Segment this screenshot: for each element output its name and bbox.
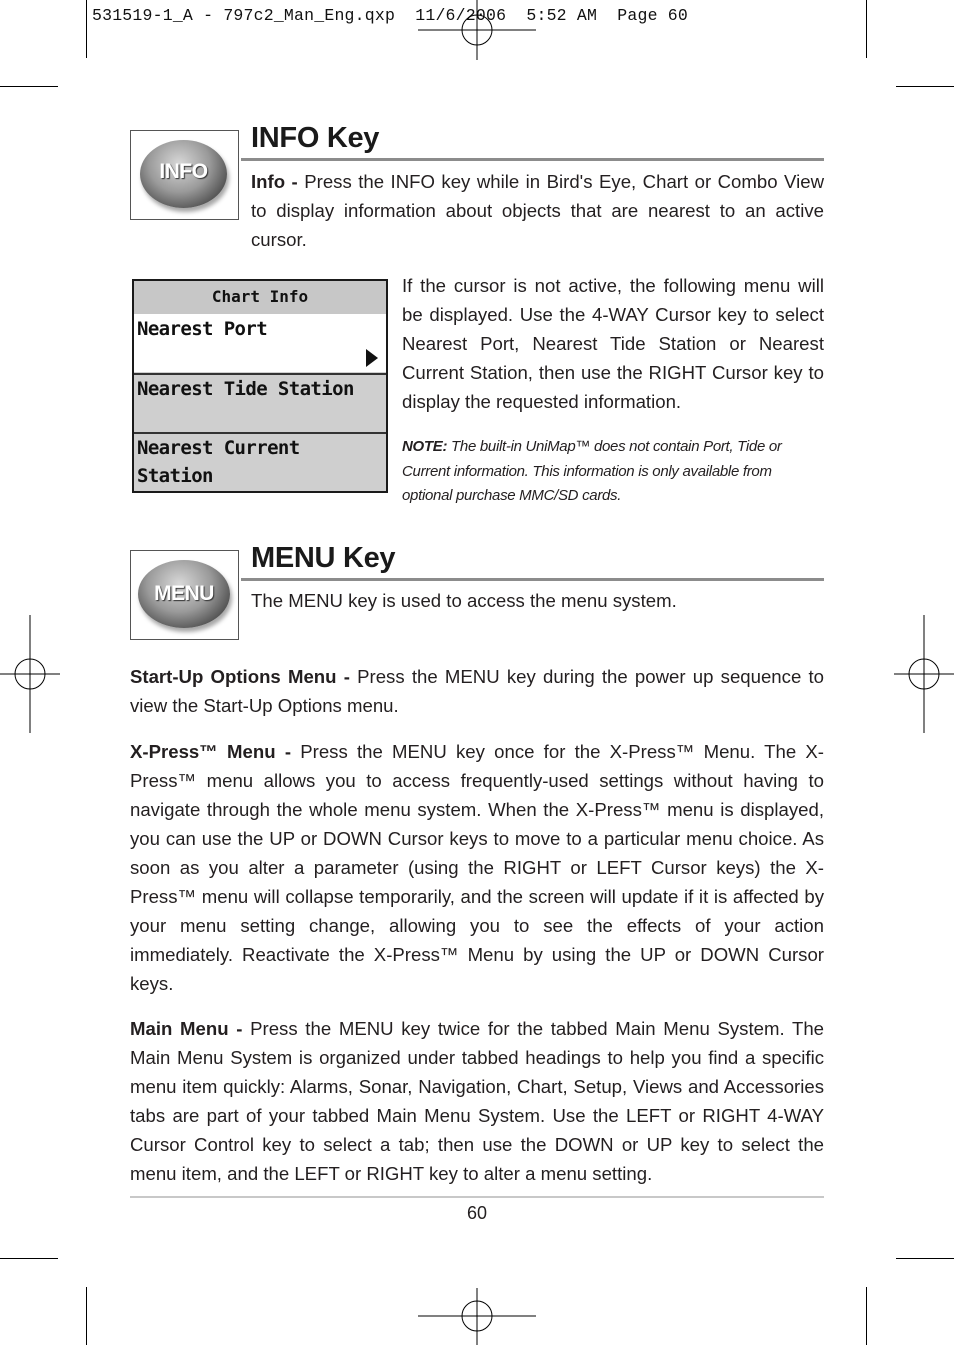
menu-item-nearest-tide-station[interactable] — [134, 375, 386, 432]
chart-info-screen — [132, 279, 388, 493]
footer-rule — [130, 1196, 824, 1198]
registration-mark-right — [894, 615, 954, 733]
chart-info-title: Chart Info — [134, 281, 386, 316]
registration-mark-top — [418, 0, 536, 60]
startup-options-paragraph — [130, 662, 824, 720]
main-menu-text: Press the MENU key twice for the tabbed Main Menu System. The Main Menu System is organized under tabbed headings to help you find a specific menu item quickly: Alarms, Sonar, Navigation, Chart, Setup, Views and Accessories tabs are part of your tabbed Main Menu System. Use the LEFT or RIGHT 4-WAY Cursor Control key to select a tab; then use the DOWN or UP key to select the menu item, and the LEFT or RIGHT key to alter a menu setting. — [130, 1018, 824, 1184]
startup-options-label: Start-Up Options Menu - — [130, 666, 358, 687]
menu-item-nearest-current-station[interactable] — [134, 434, 386, 491]
menu-intro: The MENU key is used to access the menu system. — [251, 590, 677, 611]
startup-options-text: Press the MENU key during the power up sequence to view the Start-Up Options menu. — [130, 666, 824, 716]
xpress-menu-text: Press the MENU key once for the X-Press™ Menu. The X-Press™ menu allows you to access frequently-used settings without having to navigate through the whole menu system. When the X-Press™ menu is displayed, you can use the UP or DOWN Cursor keys to move to a particular menu choice. As soon as you alter a parameter (using the RIGHT or LEFT Cursor keys) the X-Press™ menu will collapse temporarily, and the screen will update if it is affected by your menu setting change, allowing you to see the effects of your action immediately. Reactivate the X-Press™ Menu by using the UP or DOWN Cursor keys. — [130, 741, 824, 994]
menu-key-icon-box — [130, 550, 239, 640]
menu-item-label: Nearest Tide Station — [137, 378, 354, 400]
info-heading-rule — [241, 158, 824, 161]
info-key-icon-box — [130, 130, 239, 220]
xpress-menu-label: X-Press™ Menu - — [130, 741, 301, 762]
menu-item-nearest-port[interactable] — [134, 314, 386, 372]
info-intro-text: Press the INFO key while in Bird's Eye, Chart or Combo View to display information about objects that are nearest to an active cursor. — [251, 171, 824, 250]
info-intro-label: Info - — [251, 171, 305, 192]
info-key-heading: INFO Key — [251, 122, 380, 154]
xpress-menu-paragraph — [130, 737, 824, 998]
registration-mark-bottom — [418, 1288, 536, 1345]
registration-mark-left — [0, 615, 60, 733]
info-menu-paragraph: If the cursor is not active, the following menu will be displayed. Use the 4-WAY Cursor key to select Nearest Port, Nearest Tide Station or Nearest Current Station, then use the RIGHT Cursor key to display the requested information. — [402, 275, 824, 412]
info-key-icon: INFO — [140, 140, 227, 208]
menu-item-label: Nearest Current Station — [137, 437, 300, 487]
print-slug: 531519-1_A - 797c2_Man_Eng.qxp 11/6/2006 5:52 AM Page 60 — [92, 6, 688, 25]
main-menu-paragraph — [130, 1014, 824, 1188]
main-menu-label: Main Menu - — [130, 1018, 251, 1039]
info-intro-paragraph — [251, 167, 824, 254]
menu-heading-rule — [241, 578, 824, 581]
menu-key-heading: MENU Key — [251, 542, 396, 574]
info-note — [402, 435, 812, 509]
menu-item-label: Nearest Port — [137, 318, 268, 340]
page-number: 60 — [466, 1203, 488, 1223]
note-text: The built-in UniMap™ does not contain Port, Tide or Current information. This information is only available from optional purchase MMC/SD cards. — [402, 438, 782, 504]
menu-key-icon: MENU — [138, 560, 230, 628]
note-label: NOTE: — [402, 438, 448, 455]
right-arrow-icon — [366, 349, 378, 367]
